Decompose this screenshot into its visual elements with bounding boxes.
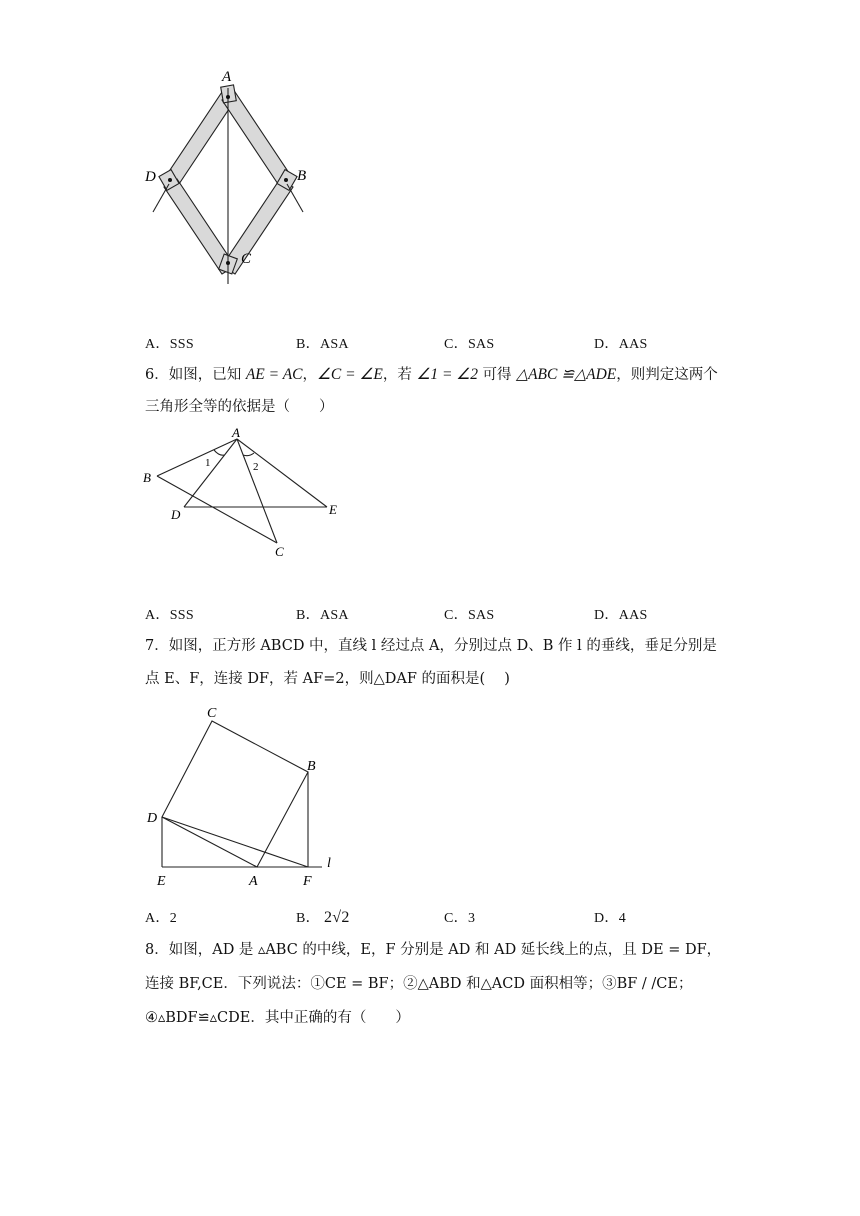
point-label-B: B (143, 470, 151, 485)
point-label-C: C (207, 706, 217, 721)
q7-square-figure (140, 700, 340, 895)
point-label-A: A (232, 425, 240, 440)
point-label-D: D (145, 169, 156, 185)
q7-stem-line2: 点 E、F，连接 DF，若 AF=2，则△DAF 的面积是( ) (145, 671, 510, 687)
point-label-C: C (275, 544, 284, 559)
q6-option-a[interactable]: A．SSS (145, 608, 194, 623)
q8-stem-line1: 8．如图，AD 是 ▵ABC 的中线，E，F 分别是 AD 和 AD 延长线上的点，且 DE = DF， (145, 942, 722, 958)
q7-option-a[interactable]: A．2 (145, 911, 178, 926)
q6-triangle-figure (138, 422, 348, 562)
point-label-E: E (329, 502, 337, 517)
point-label-A: A (222, 69, 232, 85)
q6-option-d[interactable]: D．AAS (594, 608, 648, 623)
point-label-D: D (171, 507, 181, 522)
q6-option-c[interactable]: C．SAS (444, 608, 495, 623)
point-label-A: A (249, 874, 258, 889)
q5-option-c[interactable]: C．SAS (444, 337, 495, 352)
q7-option-b[interactable]: B． 2√2 (296, 909, 350, 926)
point-label-C: C (241, 251, 252, 267)
q5-option-b[interactable]: B．ASA (296, 337, 349, 352)
q5-option-d[interactable]: D．AAS (594, 337, 648, 352)
q8-stem-line2: 连接 BF,CE．下列说法：①CE = BF；②△ABD 和△ACD 面积相等；③BF / /CE； (145, 976, 693, 992)
q6-stem-line1: 6．如图，已知 AE = AC，∠C = ∠E，若 ∠1 = ∠2 可得 △ABC ≌△ADE，则判定这两个 (145, 366, 718, 383)
rhombus-figure (140, 60, 330, 290)
point-label-E: E (157, 874, 166, 889)
angle-label-2: 2 (253, 461, 259, 473)
angle-label-1: 1 (205, 457, 211, 469)
q7-stem-line1: 7．如图，正方形 ABCD 中，直线 l 经过点 A，分别过点 D、B 作 l 的垂线，垂足分别是 (145, 638, 717, 654)
q7-option-b-value: 2√2 (323, 909, 350, 926)
q6-stem-line2: 三角形全等的依据是（ ） (145, 399, 334, 415)
q7-option-c[interactable]: C．3 (444, 911, 476, 926)
point-label-B: B (297, 168, 307, 184)
q5-option-a[interactable]: A．SSS (145, 337, 194, 352)
q8-stem-line3: ④▵BDF≌▵CDE．其中正确的有（ ） (145, 1010, 410, 1026)
point-label-D: D (147, 811, 158, 826)
q6-option-b[interactable]: B．ASA (296, 608, 349, 623)
point-label-F: F (303, 874, 312, 889)
line-label-l: l (327, 856, 331, 871)
q7-option-d[interactable]: D．4 (594, 911, 627, 926)
point-label-B: B (307, 759, 316, 774)
